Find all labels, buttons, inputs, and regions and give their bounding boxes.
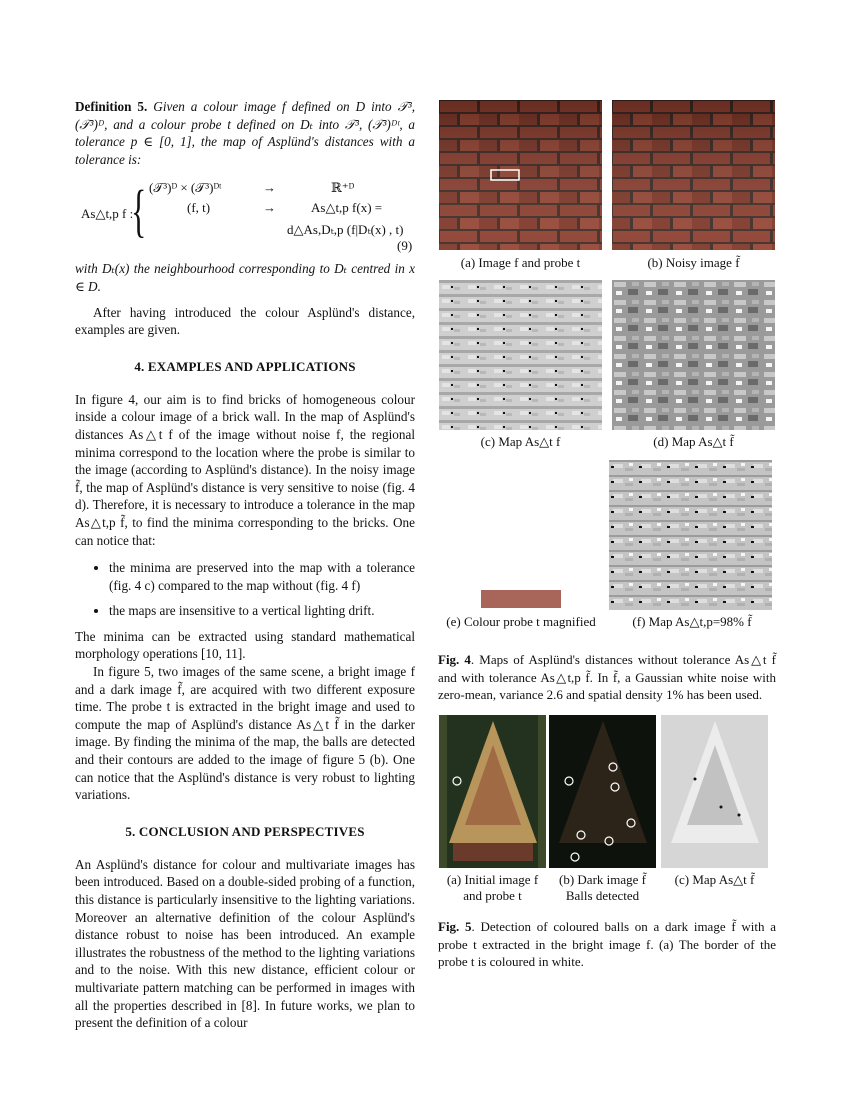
section-5-title: 5. CONCLUSION AND PERSPECTIVES <box>125 823 365 839</box>
eq-lhs: As△t,p f : <box>81 206 134 222</box>
definition-5 <box>75 98 415 168</box>
fig4f-map-tolerance <box>609 460 772 610</box>
fig4f-caption: (f) Map As△t,p=98% f̃ <box>632 614 752 629</box>
bullet-1: • the minima are preserved into the map with a tolerance (fig. 4 c) compared to the map without (fig. 4 f) <box>109 559 415 594</box>
fig5b-dark-image <box>549 715 656 868</box>
eq-row1-a: (𝒯³)ᴰ × (𝒯³)ᴰᵗ <box>149 180 222 196</box>
fig4-label: Fig. 4 <box>438 652 471 667</box>
fig4-caption-text <box>438 651 776 704</box>
eq-row1-arrow: → <box>263 180 276 196</box>
fig4d-map-noisy <box>612 280 775 430</box>
paragraph-5: An Asplünd's distance for colour and multivariate images has been introduced. Based on a double-sided probing of a function, this distance is particularly insensitive to the lighting variations. Moreover an alternative definition of the colour Asplünd's distance robust to noise has been introduced. An example illustrates the robustness of the method to the lighting variations and to the noise. With this new distance, efficient colour or multivariate pattern matching can be performed in images with all the properties described in [8]. In future works, we plan to present the definition of a colour <box>75 856 415 1031</box>
definition-label: Definition 5. <box>75 99 148 114</box>
bullet-list <box>75 559 415 620</box>
fig5a-initial-image <box>439 715 546 868</box>
fig4a-brick-image <box>439 100 602 250</box>
fig5c-map <box>661 715 768 868</box>
eq-row2-b: As△t,p f(x) = <box>311 200 383 216</box>
paragraph-1: After having introduced the colour Asplünd's distance, examples are given. <box>75 304 415 338</box>
fig4b-noisy-image <box>612 100 775 250</box>
fig5c-caption: (c) Map As△t f̃ <box>674 872 755 887</box>
section-4-title: 4. EXAMPLES AND APPLICATIONS <box>134 358 356 374</box>
fig4a-caption: (a) Image f and probe t <box>460 255 581 270</box>
fig4e-probe-magnified <box>481 590 561 608</box>
eq-row2-arrow: → <box>263 200 276 216</box>
eq-row3: d△As,Dₜ,p (f|Dₜ(x) , t) <box>287 222 404 238</box>
bullet-2: • the maps are insensitive to a vertical lighting drift. <box>109 602 415 620</box>
fig5-label: Fig. 5 <box>438 919 472 934</box>
paragraph-2: In figure 4, our aim is to find bricks of homogeneous colour inside a colour image of a brick wall. In the map of Asplünd's distances As△t f of the image without noise f, the regional minima correspond to the location where the probe is similar to the image (according to Asplünd's distance). In the noisy image f̃, the map of Asplünd's distance is very sensitive to noise (fig. 4 d). Therefore, it is necessary to introduce a tolerance in the map As△t,p f̃, to find the minima corresponding to the bricks. One can notice that: <box>75 391 415 548</box>
eq-number: (9) <box>397 238 413 254</box>
eq-brace: { <box>131 178 147 244</box>
fig4-caption-body: . Maps of Asplünd's distances without tolerance As△t f̃ and with tolerance As△t,p f̃. In f̃, a Gaussian white noise with zero-mean, variance 2.6 and spatial density 1% has been used. <box>438 652 776 702</box>
equation-9 <box>75 178 415 254</box>
paragraph-3: The minima can be extracted using standard mathematical morphology operations [10, 11]. <box>75 628 415 662</box>
fig5b-caption: (b) Dark image f̃ Balls detected <box>559 872 646 903</box>
after-equation: with Dₜ(x) the neighbourhood corresponding to Dₜ centred in x ∈ D. <box>75 261 415 294</box>
fig4c-map <box>439 280 602 430</box>
definition-text: Given a colour image f defined on D into 𝒯³, (𝒯³)ᴰ, and a colour probe t defined on Dₜ into 𝒯³, (𝒯³)ᴰᵗ, a tolerance p ∈ [0, 1], the map of Asplünd's distances with a tolerance is: <box>75 99 415 167</box>
left-column <box>75 98 415 1032</box>
paragraph-4: In figure 5, two images of the same scene, a bright image f and a dark image f̃, are acquired with two different exposure time. The probe t is extracted in the bright image and used to compute the map of Asplünd's distance As△t f̃ in the darker image. By finding the minima of the map, the balls are detected and their contours are added to the image of figure 5 (b). One can notice that the Asplünd's distance is very robust to lighting variations. <box>75 664 415 803</box>
fig4d-caption: (d) Map As△t f̃ <box>653 434 734 449</box>
fig4c-caption: (c) Map As△t f <box>480 434 561 449</box>
fig4e-caption: (e) Colour probe t magnified <box>446 614 596 629</box>
fig5-caption-text <box>438 918 776 971</box>
eq-row1-b: ℝ⁺ᴰ <box>331 180 355 196</box>
fig5-caption-body: . Detection of coloured balls on a dark image f̃ with a probe t extracted in the bright image f. (a) The border of the probe t is coloured in white. <box>438 919 776 969</box>
fig4b-caption: (b) Noisy image f̃ <box>647 255 740 270</box>
fig5a-caption: (a) Initial image f and probe t <box>446 872 539 903</box>
eq-row2-a: (f, t) <box>187 200 211 216</box>
